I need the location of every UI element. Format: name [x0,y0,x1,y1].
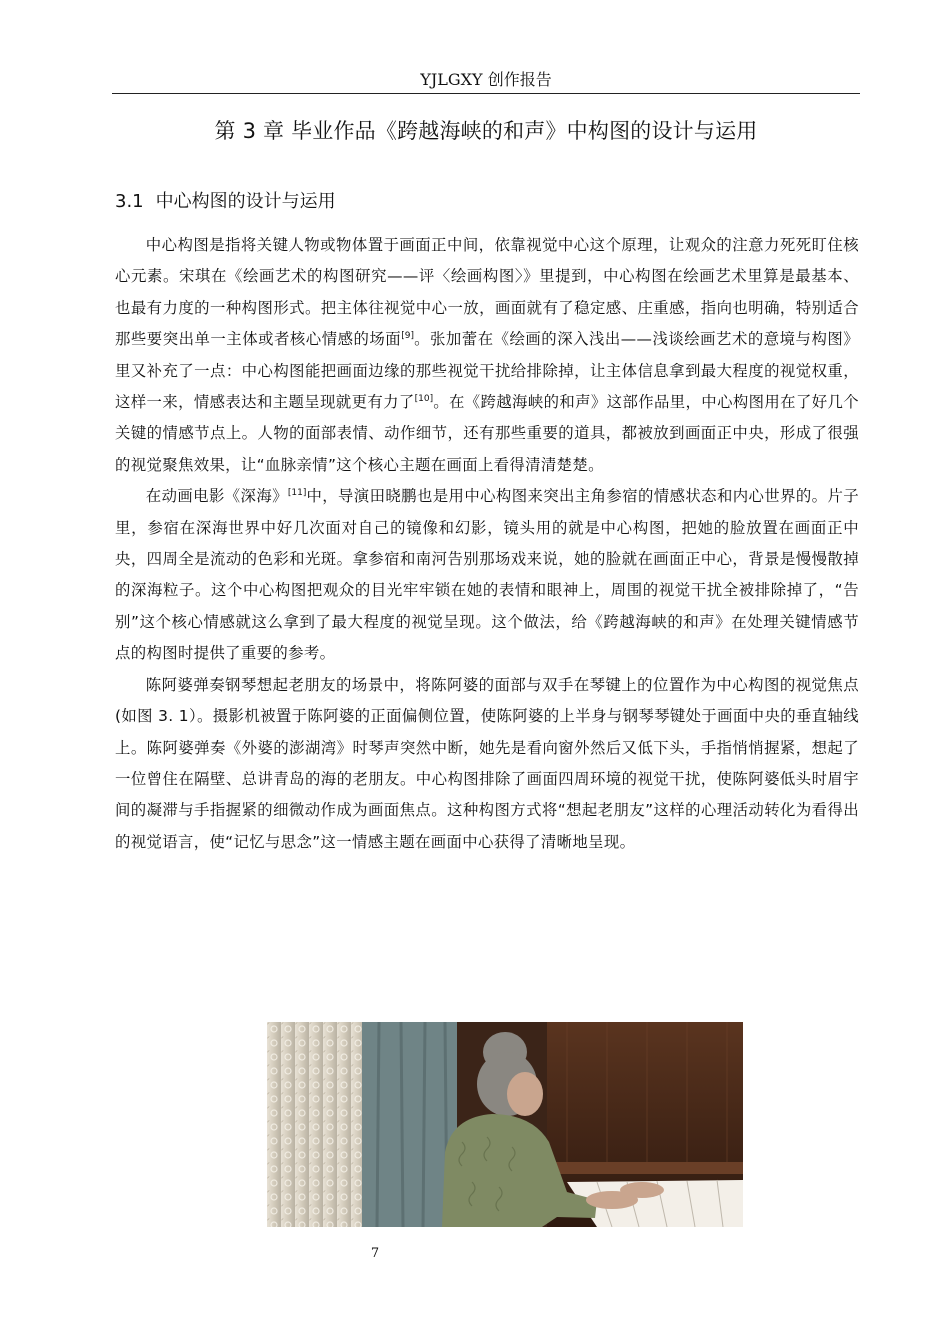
paragraph-2-part-b: 中，导演田晓鹏也是用中心构图来突出主角参宿的情感状态和内心世界的。片子里，参宿在深海世界中好几次面对自己的镜像和幻影，镜头用的就是中心构图，把她的脸放置在画面正中央，四周全是流动的色彩和光斑。拿参宿和南河告别那场戏来说，她的脸就在画面正中心，背景是慢慢散掉的深海粒子。这个中心构图把观众的目光牢牢锁在她的表情和眼神上，周围的视觉干扰全被排除掉了，“告别”这个核心情感就这么拿到了最大程度的视觉呈现。这个做法，给《跨越海峡的和声》在处理关键情感节点的构图时提供了重要的参考。 [115,487,859,663]
paragraph-1-part-b: 。张加蕾在《绘画的深入浅出——浅谈绘画艺术的意境与构图》里又补充了一点：中心构图能把画面边缘的那些视觉干扰给排除掉，让主体信息拿到最大程度的视觉权重，这样一来，情感表达和主题呈现就更有力了 [115,330,859,412]
piano-scene-illustration [267,1022,743,1227]
figure-piano-scene [267,1022,743,1227]
page-number: 7 [370,1246,380,1261]
section-title: 中心构图的设计与运用 [155,191,336,212]
hand-left [620,1182,664,1198]
body-text [115,230,859,858]
paragraph-2-part-a: 在动画电影《深海》 [145,487,288,506]
section-heading [115,188,336,216]
paragraph-1 [115,230,859,481]
chapter-title: 第 3 章 毕业作品《跨越海峡的和声》中构图的设计与运用 [214,119,758,143]
lace-curtain [267,1022,362,1227]
running-header: YJLGXY 创作报告 [420,70,552,89]
paragraph-1-part-c: 。在《跨越海峡的和声》这部作品里，中心构图用在了好几个关键的情感节点上。人物的面部表情、动作细节，还有那些重要的道具，都被放到画面正中央，形成了很强的视觉聚焦效果，让“血脉亲情”这个核心主题在画面上看得清清楚楚。 [115,393,859,474]
header-rule [112,93,860,94]
face [507,1072,543,1116]
citation-11: [11] [287,488,307,499]
paragraph-3: 陈阿婆弹奏钢琴想起老朋友的场景中，将陈阿婆的面部与双手在琴键上的位置作为中心构图的视觉焦点(如图 3. 1）。摄影机被置于陈阿婆的正面偏侧位置，使陈阿婆的上半身与钢琴琴键处于画面中央的垂直轴线上。陈阿婆弹奏《外婆的澎湖湾》时琴声突然中断，她先是看向窗外然后又低下头，手指悄悄握紧，想起了一位曾住在隔壁、总讲青岛的海的老朋友。中心构图排除了画面四周环境的视觉干扰，使陈阿婆低头时眉宇间的凝滞与手指握紧的细微动作成为画面焦点。这种构图方式将“想起老朋友”这样的心理活动转化为看得出的视觉语言，使“记忆与思念”这一情感主题在画面中心获得了清晰地呈现。 [115,675,859,851]
citation-10: [10] [414,393,434,404]
citation-9: [9] [401,331,414,342]
section-number: 3.1 [115,191,144,212]
paragraph-2 [115,481,859,669]
paragraph-1-part-a: 中心构图是指将关键人物或物体置于画面正中间，依靠视觉中心这个原理，让观众的注意力死死盯住核心元素。宋琪在《绘画艺术的构图研究——评〈绘画构图〉》里提到，中心构图在绘画艺术里算是最基本、也最有力度的一种构图形式。把主体往视觉中心一放，画面就有了稳定感、庄重感，指向也明确，特别适合那些要突出单一主体或者核心情感的场面 [115,236,859,349]
